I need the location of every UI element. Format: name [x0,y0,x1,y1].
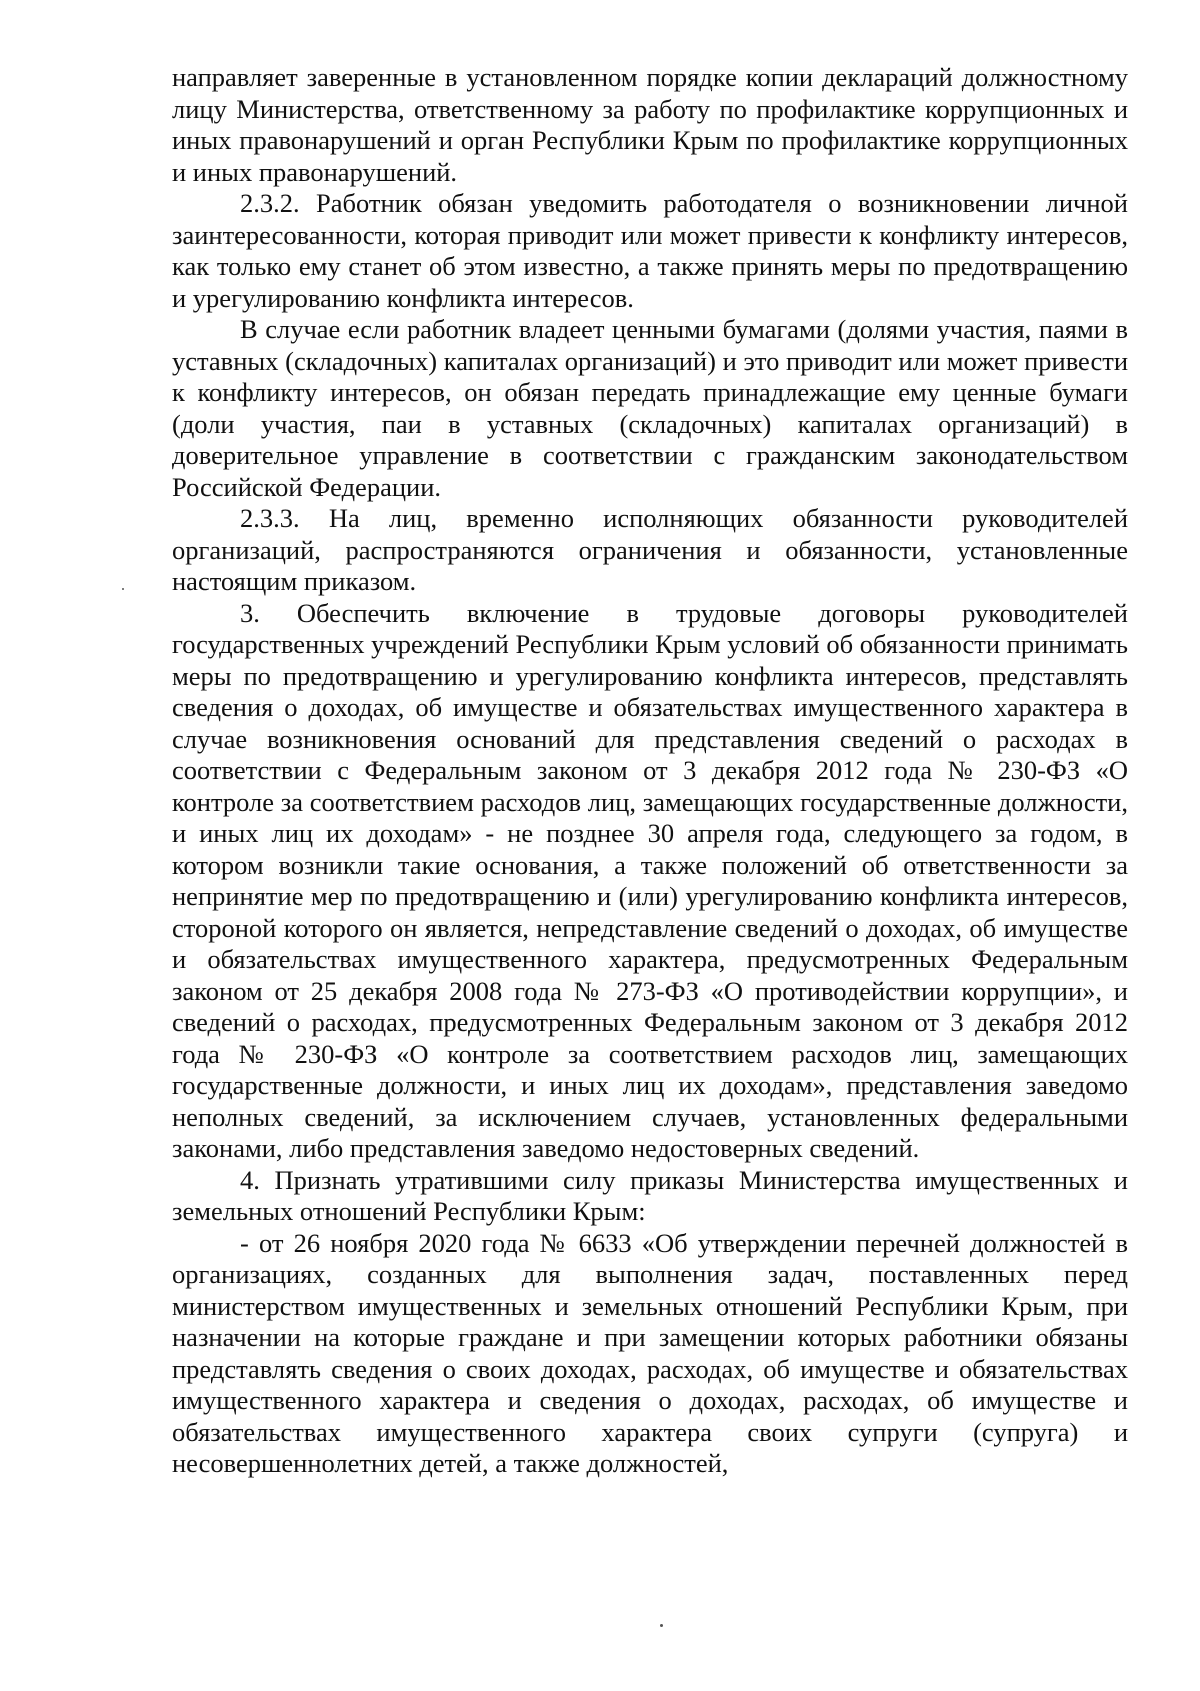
paragraph-2-3-2: 2.3.2. Работник обязан уведомить работодателя о возникновении личной заинтересованности, которая приводит или может привести к конфликту интересов, как только ему станет об этом известно, а также принять меры по предотвращению и урегулированию конфликта интересов. [172,188,1128,313]
scan-speck [122,588,124,590]
paragraph-3: 3. Обеспечить включение в трудовые договоры руководителей государственных учреждений Республики Крым условий об обязанности принимать меры по предотвращению и урегулированию конфликта интересов, представлять сведения о доходах, об имуществе и обязательствах имущественного характера в случае возникновения оснований для представления сведений о расходах в соответствии с Федеральным законом от 3 декабря 2012 года № 230-ФЗ «О контроле за соответствием расходов лиц, замещающих государственные должности, и иных лиц их доходам» - не позднее 30 апреля года, следующего за годом, в котором возникли такие основания, а также положений об ответственности за непринятие мер по предотвращению и (или) урегулированию конфликта интересов, стороной которого он является, непредставление сведений о доходах, об имуществе и обязательствах имущественного характера, предусмотренных Федеральным законом от 25 декабря 2008 года № 273-ФЗ «О противодействии коррупции», и сведений о расходах, предусмотренных Федеральным законом от 3 декабря 2012 года № 230-ФЗ «О контроле за соответствием расходов лиц, замещающих государственные должности, и иных лиц их доходам», представления заведомо неполных сведений, за исключением случаев, установленных федеральными законами, либо представления заведомо недостоверных сведений. [172,597,1128,1163]
document-page [172,62,1128,1480]
paragraph-2-3-3: 2.3.3. На лиц, временно исполняющих обязанности руководителей организаций, распространяются ограничения и обязанности, установленные настоящим приказом. [172,503,1128,596]
scan-speck [660,1624,663,1627]
paragraph-4-list-item: - от 26 ноября 2020 года № 6633 «Об утверждении перечней должностей в организациях, созданных для выполнения задач, поставленных перед министерством имущественных и земельных отношений Республики Крым, при назначении на которые граждане и при замещении которых работники обязаны представлять сведения о своих доходах, расходах, об имуществе и обязательствах имущественного характера и сведения о доходах, расходах, об имуществе и обязательствах имущественного характера своих супруги (супруга) и несовершеннолетних детей, а также должностей, [172,1227,1128,1478]
paragraph-securities: В случае если работник владеет ценными бумагами (долями участия, паями в уставных (складочных) капиталах организаций) и это приводит или может привести к конфликту интересов, он обязан передать принадлежащие ему ценные бумаги (доли участия, паи в уставных (складочных) капиталах организаций) в доверительное управление в соответствии с гражданским законодательством Российской Федерации. [172,314,1128,502]
paragraph-continuation: направляет заверенные в установленном порядке копии деклараций должностному лицу Министерства, ответственному за работу по профилактике коррупционных и иных правонарушений и орган Республики Крым по профилактике коррупционных и иных правонарушений. [172,62,1128,187]
paragraph-4: 4. Признать утратившими силу приказы Министерства имущественных и земельных отношений Республики Крым: [172,1164,1128,1226]
